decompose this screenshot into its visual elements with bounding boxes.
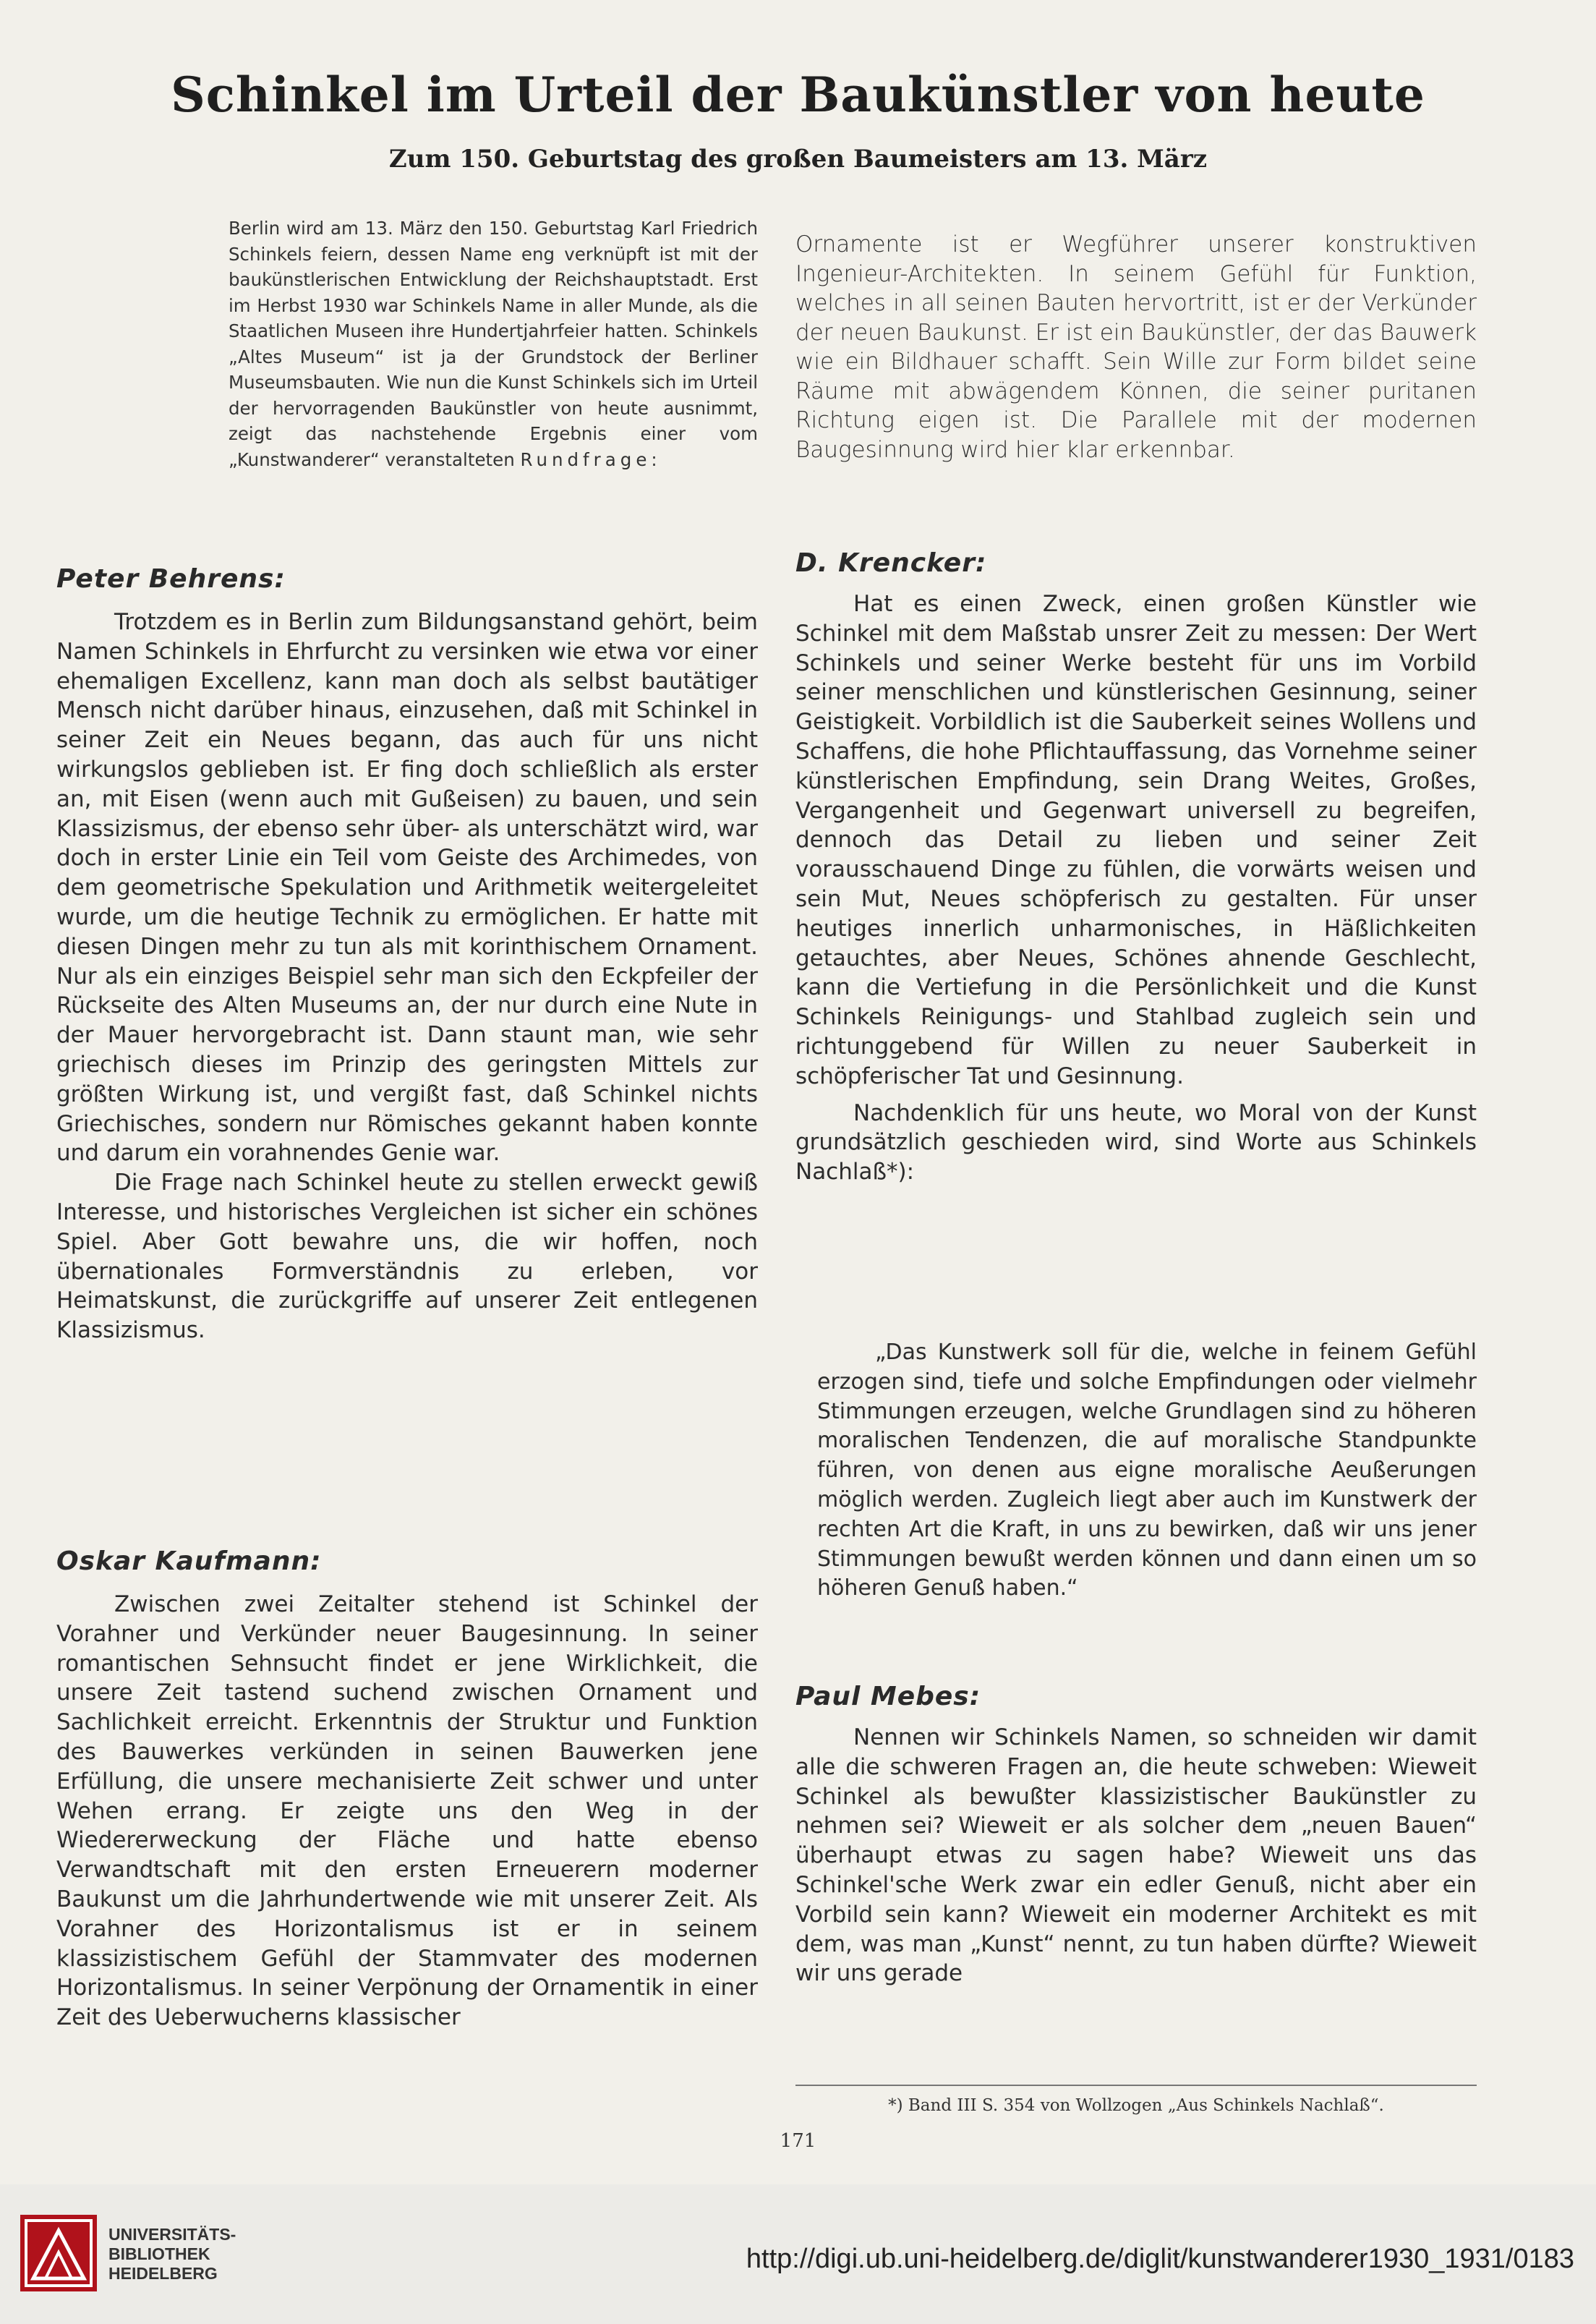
schinkel-quote bbox=[817, 1338, 1477, 1604]
article-title: Schinkel im Urteil der Baukünstler von heute bbox=[171, 67, 1425, 123]
quote-text: „Das Kunstwerk soll für die, welche in feinem Gefühl erzogen sind, tiefe und solche Empfindungen oder vielmehr Stimmungen erzeugen, welche Grundlagen sind zu höheren moralischen Tendenzen, die auf moralische Standpunkte führen, von denen aus eigne moralische Aeußerungen möglich werden. Zugleich liegt aber auch im Kunstwerk der rechten Art die Kraft, in uns zu bewirken, daß wir uns jener Stimmungen bewußt werden können und dann einen um so höheren Genuß haben.“ bbox=[817, 1340, 1477, 1601]
section-body-kaufmann bbox=[56, 1590, 758, 2033]
page-number: 171 bbox=[780, 2130, 816, 2152]
section-heading-kaufmann: Oskar Kaufmann: bbox=[56, 1546, 322, 1576]
section-body-mebes bbox=[795, 1723, 1477, 1988]
source-url-link[interactable]: http://digi.ub.uni-heidelberg.de/diglit/kunstwanderer1930_1931/0183 bbox=[746, 2244, 1574, 2274]
section-heading-krencker: D. Krencker: bbox=[795, 548, 987, 578]
institution-line: HEIDELBERG bbox=[108, 2264, 218, 2283]
section-body-krencker bbox=[795, 589, 1477, 1187]
paragraph: Nachdenklich für uns heute, wo Moral von der Kunst grundsätzlich geschieden wird, sind Worte aus Schinkels Nachlaß*): bbox=[795, 1099, 1477, 1186]
intro-spaced-word: Rundfrage: bbox=[520, 448, 662, 470]
paragraph: Zwischen zwei Zeitalter stehend ist Schinkel der Vorahner und Verkünder neuer Baugesinnung. In seiner romantischen Sehnsucht findet er jene Wirklichkeit, die unsere Zeit tastend suchend zwischen Ornament und Sachlichkeit erreicht. Erkenntnis der Struktur und Funktion des Bauwerkes verkünden in seinen Bauwerken jene Erfüllung, die unsere mechanisierte Zeit schwer und unter Wehen errang. Er zeigte uns den Weg in der Wiedererweckung der Fläche und hatte ebenso Verwandtschaft mit den ersten Erneuerern moderner Baukunst um die Jahrhundertwende wie mit unserer Zeit. Als Vorahner des Horizontalismus ist er in seinem klassizistischem Gefühl der Stammvater des modernen Horizontalismus. In seiner Verpönung der Ornamentik in einer Zeit des Ueberwucherns klassischer bbox=[56, 1591, 758, 2031]
intro-paragraph bbox=[229, 216, 758, 472]
paragraph: Hat es einen Zweck, einen großen Künstler wie Schinkel mit dem Maßstab unsrer Zeit zu messen: Der Wert Schinkels und seiner Werke besteht für uns im Vorbild seiner menschlichen und künstlerischen Gesinnung, seiner Geistigkeit. Vorbildlich ist die Sauberkeit seines Wollens und Schaffens, die hohe Pflichtauffassung, das Vornehme seiner künstlerischen Empfindung, sein Drang Weites, Großes, Vergangenheit und Gegenwart universell zu begreifen, dennoch das Detail zu lieben und seiner Zeit vorausschauend Dinge zu fühlen, die vorwärts weisen und sein Mut, Neues schöpferisch zu gestalten. Für unser heutiges innerlich unharmonisches, in Häßlichkeiten getauchtes, aber Neues, Schönes ahnende Geschlecht, kann die Vertiefung in die Persönlichkeit und die Kunst Schinkels Reinigungs- und Stahlbad zugleich sein und richtunggebend für Willen zu neuer Sauberkeit in schöpferischer Tat und Gesinnung. bbox=[795, 591, 1477, 1089]
section-heading-behrens: Peter Behrens: bbox=[56, 564, 286, 594]
institution-name bbox=[108, 2225, 236, 2283]
paragraph: Trotzdem es in Berlin zum Bildungsanstand gehört, beim Namen Schinkels in Ehrfurcht zu versinken wie etwa vor einer ehemaligen Excellenz, kann man doch als selbst bautätiger Mensch nicht darüber hinaus, einzusehen, daß mit Schinkel in seiner Zeit ein Neues begann, das auch für uns nicht wirkungslos geblieben ist. Er fing doch schließlich als erster an, mit Eisen (wenn auch mit Gußeisen) zu bauen, und sein Klassizismus, der ebenso sehr über- als unterschätzt wird, war doch in erster Linie ein Teil vom Geiste des Archimedes, von dem geometrische Spekulation und Arithmetik weitergeleitet wurde, um die heutige Technik zu ermöglichen. Er hatte mit diesen Dingen mehr zu tun als mit korinthischem Ornament. Nur als ein einziges Beispiel sehr man sich den Eckpfeiler der Rückseite des Alten Museums an, der nur durch eine Nute in der Mauer hervorgebracht ist. Dann staunt man, wie sehr griechisch dieses im Prinzip des geringsten Mittels zur größten Wirkung ist, und vergißt fast, daß Schinkel nichts Griechisches, sondern nur Römisches gekannt haben konnte und darum ein vorahnendes Genie war. bbox=[56, 609, 758, 1167]
library-footer bbox=[0, 2184, 1596, 2324]
paragraph: Nennen wir Schinkels Namen, so schneiden wir damit alle die schweren Fragen an, die heute schweben: Wieweit Schinkel als bewußter klassizistischer Baukünstler zu nehmen sei? Wieweit er als solcher dem „neuen Bauen“ überhaupt etwas zu sagen habe? Wieweit uns das Schinkel'sche Werk zwar ein edler Genuß, nicht aber ein Vorbild sein kann? Wieweit ein moderner Architekt es mit dem, was man „Kunst“ nennt, zu tun haben dürfte? Wieweit wir uns gerade bbox=[795, 1724, 1477, 1987]
institution-line: BIBLIOTHEK bbox=[108, 2244, 210, 2263]
university-library-logo-icon bbox=[20, 2215, 97, 2291]
article-subtitle: Zum 150. Geburtstag des großen Baumeisters am 13. März bbox=[388, 145, 1208, 174]
section-body-behrens bbox=[56, 608, 758, 1345]
right-column-continuation: Ornamente ist er Wegführer unserer konstruktiven Ingenieur-Architekten. In seinem Gefühl für Funktion, welches in all seinen Bauten hervortritt, ist er der Verkünder der neuen Baukunst. Er ist ein Baukünstler, der das Bauwerk wie ein Bildhauer schafft. Sein Wille zur Form bildet seine Räume mit abwägendem Können, die seiner puritanen Richtung eigen ist. Die Parallele mit der modernen Baugesinnung wird hier klar erkennbar. bbox=[795, 231, 1477, 463]
institution-line: UNIVERSITÄTS- bbox=[108, 2225, 236, 2244]
paragraph: Die Frage nach Schinkel heute zu stellen erweckt gewiß Interesse, und historisches Vergleichen ist sicher ein schönes Spiel. Aber Gott bewahre uns, die wir hoffen, noch übernationales Formverständnis zu erleben, vor Heimatskunst, die zurückgriffe auf unserer Zeit entlegenen Klassizismus. bbox=[56, 1170, 758, 1344]
intro-text: Berlin wird am 13. März den 150. Geburtstag Karl Friedrich Schinkels feiern, dessen Name eng verknüpft ist mit der baukünstlerischen Entwicklung der Reichshauptstadt. Erst im Herbst 1930 war Schinkels Name in aller Munde, als die Staatlichen Museen ihre Hundertjahrfeier hatten. Schinkels „Altes Museum“ ist ja der Grundstock der Berliner Museumsbauten. Wie nun die Kunst Schinkels sich im Urteil der hervorragenden Baukünstler von heute ausnimmt, zeigt das nachstehende Ergebnis einer vom „Kunstwanderer“ veranstalteten bbox=[229, 218, 758, 470]
section-heading-mebes: Paul Mebes: bbox=[795, 1682, 981, 1711]
footnote: *) Band III S. 354 von Wollzogen „Aus Schinkels Nachlaß“. bbox=[795, 2085, 1477, 2115]
